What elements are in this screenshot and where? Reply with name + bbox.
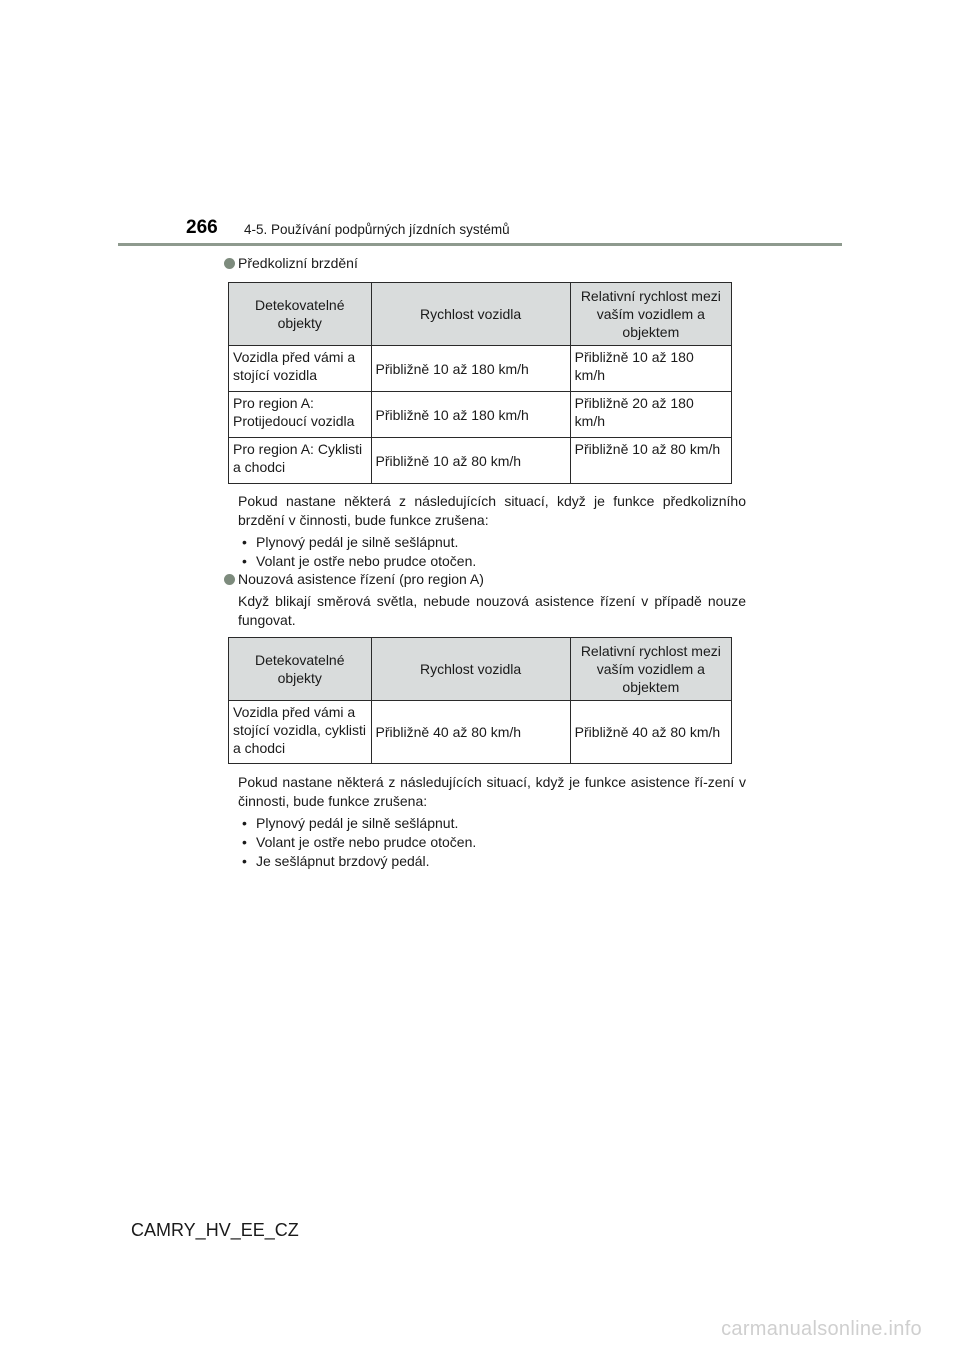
table-cell: Přibližně 10 až 180 km/h (570, 346, 731, 392)
list-item-text: Volant je ostře nebo prudce otočen. (256, 834, 477, 850)
table-cell: Přibližně 20 až 180 km/h (570, 392, 731, 438)
table-cell: Přibližně 10 až 80 km/h (570, 438, 731, 484)
list-item: • Plynový pedál je silně sešlápnut. (242, 534, 459, 550)
table-header-cell: Relativní rychlost mezi vaším vozidlem a objektem (570, 638, 731, 701)
bullet-icon (224, 574, 235, 585)
list-item-text: Volant je ostře nebo prudce otočen. (256, 553, 477, 569)
cancel-conditions-list (238, 533, 476, 571)
list-item: • Volant je ostře nebo prudce otočen. (242, 553, 477, 569)
table-cell: Přibližně 40 až 80 km/h (371, 701, 570, 764)
table-header-cell: Relativní rychlost mezi vaším vozidlem a objektem (570, 283, 731, 346)
bullet-icon (224, 258, 235, 269)
table-header-cell: Detekovatelné objekty (229, 283, 372, 346)
page-number: 266 (186, 217, 218, 238)
table-header-cell: Detekovatelné objekty (229, 638, 372, 701)
table-header-cell: Rychlost vozidla (371, 283, 570, 346)
table-cell: Přibližně 40 až 80 km/h (570, 701, 731, 764)
table-cell: Přibližně 10 až 180 km/h (371, 346, 570, 392)
table-header-row (229, 638, 732, 701)
emergency-steering-table (228, 637, 732, 764)
list-item-text: Plynový pedál je silně sešlápnut. (256, 815, 459, 831)
document-code: CAMRY_HV_EE_CZ (131, 1220, 299, 1240)
table-row (229, 438, 732, 484)
list-item-text: Plynový pedál je silně sešlápnut. (256, 534, 459, 550)
emergency-steering-intro: Když blikají směrová světla, nebude nouzová asistence řízení v případě nouze fungovat. (238, 593, 746, 628)
list-item-text: Je sešlápnut brzdový pedál. (256, 853, 430, 869)
list-item: • Plynový pedál je silně sešlápnut. (242, 815, 459, 831)
table-row (229, 392, 732, 438)
table-cell: Pro region A: Cyklisti a chodci (229, 438, 372, 484)
section-heading-text: Předkolizní brzdění (238, 255, 358, 271)
section-heading-precollision (224, 255, 358, 271)
table-row (229, 701, 732, 764)
header-divider (118, 243, 842, 246)
table-cell: Přibližně 10 až 180 km/h (371, 392, 570, 438)
cancel-conditions-list (238, 814, 476, 871)
section-heading-emergency-steering (224, 571, 484, 587)
table-cell: Přibližně 10 až 80 km/h (371, 438, 570, 484)
table-header-cell: Rychlost vozidla (371, 638, 570, 701)
precollision-table (228, 282, 732, 484)
list-item: • Je sešlápnut brzdový pedál. (242, 853, 430, 869)
list-item: • Volant je ostře nebo prudce otočen. (242, 834, 477, 850)
table-row (229, 346, 732, 392)
table-header-row (229, 283, 732, 346)
table-cell: Pro region A: Protijedoucí vozidla (229, 392, 372, 438)
table-cell: Vozidla před vámi a stojící vozidla, cyklisti a chodci (229, 701, 372, 764)
chapter-title: 4-5. Používání podpůrných jízdních systémů (244, 222, 510, 237)
watermark: carmanualsonline.info (721, 1318, 922, 1340)
cancel-conditions-intro: Pokud nastane některá z následujících situací, když je funkce předkolizního brzdění v činnosti, bude funkce zrušena: (238, 493, 746, 528)
cancel-conditions-intro: Pokud nastane některá z následujících situací, když je funkce asistence ří-zení v činnosti, bude funkce zrušena: (238, 774, 746, 809)
table-cell: Vozidla před vámi a stojící vozidla (229, 346, 372, 392)
section-heading-text: Nouzová asistence řízení (pro region A) (238, 571, 484, 587)
